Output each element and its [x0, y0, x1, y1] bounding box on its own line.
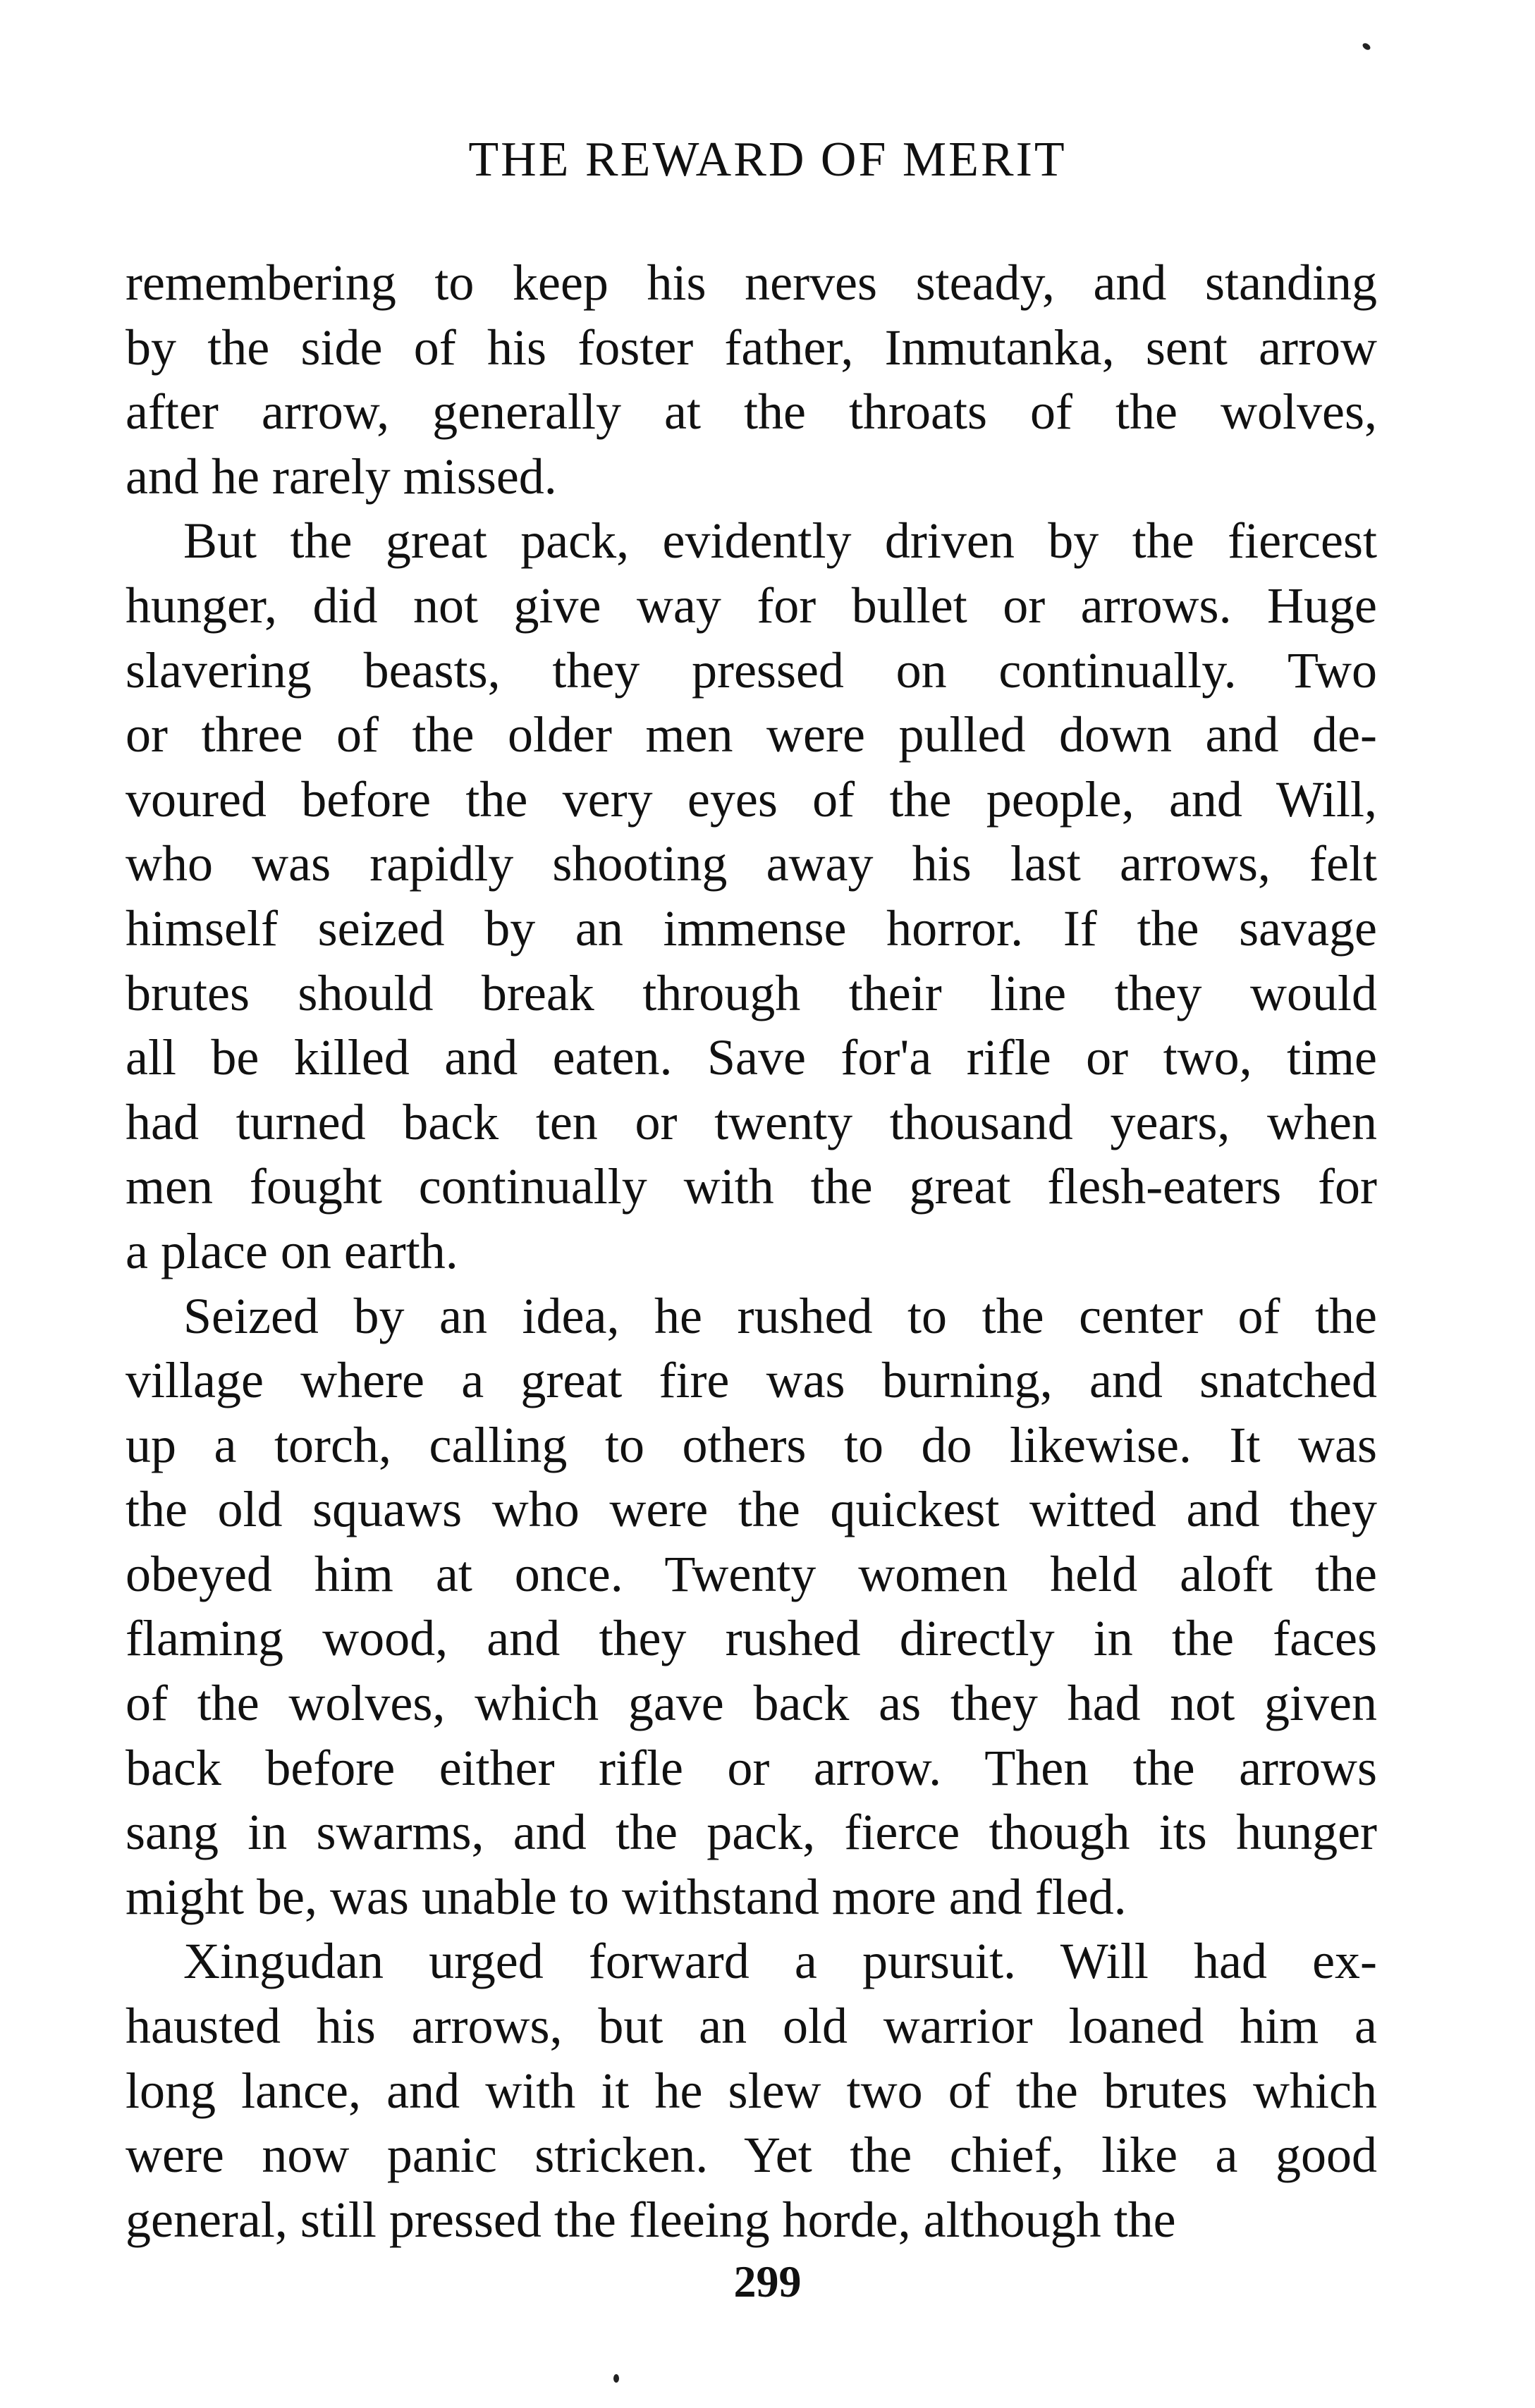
- text-line: village where a great fire was burning, and snatched: [126, 1352, 1377, 1409]
- text-line: by the side of his foster father, Inmutanka, sent arrow: [126, 319, 1377, 376]
- text-line: hunger, did not give way for bullet or arrows. Huge: [126, 577, 1377, 634]
- text-line: voured before the very eyes of the people, and Will,: [126, 770, 1377, 828]
- paragraph: [126, 251, 1377, 509]
- text-line: were now panic stricken. Yet the chief, like a good: [126, 2127, 1377, 2184]
- text-line: men fought continually with the great flesh-eaters for: [126, 1158, 1377, 1215]
- text-line: Seized by an idea, he rushed to the center of the: [183, 1287, 1377, 1344]
- text-line: might be, was unable to withstand more and fled.: [126, 1868, 1127, 1925]
- text-line: the old squaws who were the quickest witted and they: [126, 1481, 1377, 1538]
- paragraph: [126, 1929, 1377, 2252]
- text-line: hausted his arrows, but an old warrior loaned him a: [126, 1998, 1377, 2055]
- ink-speck-bottom: [613, 2374, 619, 2383]
- text-line: a place on earth.: [126, 1222, 458, 1279]
- text-line: obeyed him at once. Twenty women held aloft the: [126, 1545, 1377, 1602]
- text-line: back before either rifle or arrow. Then the arrows: [126, 1739, 1377, 1796]
- text-line: flaming wood, and they rushed directly in the faces: [126, 1610, 1377, 1667]
- text-line: brutes should break through their line they would: [126, 964, 1377, 1021]
- text-line: slavering beasts, they pressed on continually. Two: [126, 641, 1377, 699]
- text-line: who was rapidly shooting away his last arrows, felt: [126, 835, 1377, 892]
- text-line: general, still pressed the fleeing horde, although the: [126, 2191, 1176, 2248]
- page-number: 299: [733, 2256, 802, 2306]
- text-line: of the wolves, which gave back as they had not given: [126, 1675, 1377, 1732]
- text-line: remembering to keep his nerves steady, and standing: [126, 254, 1377, 311]
- text-line: or three of the older men were pulled down and de-: [126, 706, 1377, 763]
- paragraph: [126, 1284, 1377, 1930]
- text-line: all be killed and eaten. Save for'a rifle or two, time: [126, 1029, 1377, 1086]
- text-line: But the great pack, evidently driven by the fiercest: [183, 512, 1377, 570]
- text-line: sang in swarms, and the pack, fierce though its hunger: [126, 1804, 1377, 1861]
- ink-speck-top: [1362, 42, 1371, 51]
- text-line: long lance, and with it he slew two of the brutes which: [126, 2062, 1377, 2119]
- text-line: had turned back ten or twenty thousand years, when: [126, 1093, 1377, 1150]
- running-head: THE REWARD OF MERIT: [468, 133, 1067, 187]
- text-line: himself seized by an immense horror. If the savage: [126, 899, 1377, 957]
- text-line: Xingudan urged forward a pursuit. Will had ex-: [183, 1933, 1377, 1990]
- body-text: [126, 251, 1377, 2252]
- text-line: and he rarely missed.: [126, 448, 557, 505]
- text-line: after arrow, generally at the throats of the wolves,: [126, 383, 1377, 441]
- text-line: up a torch, calling to others to do likewise. It was: [126, 1416, 1377, 1473]
- paragraph: [126, 509, 1377, 1284]
